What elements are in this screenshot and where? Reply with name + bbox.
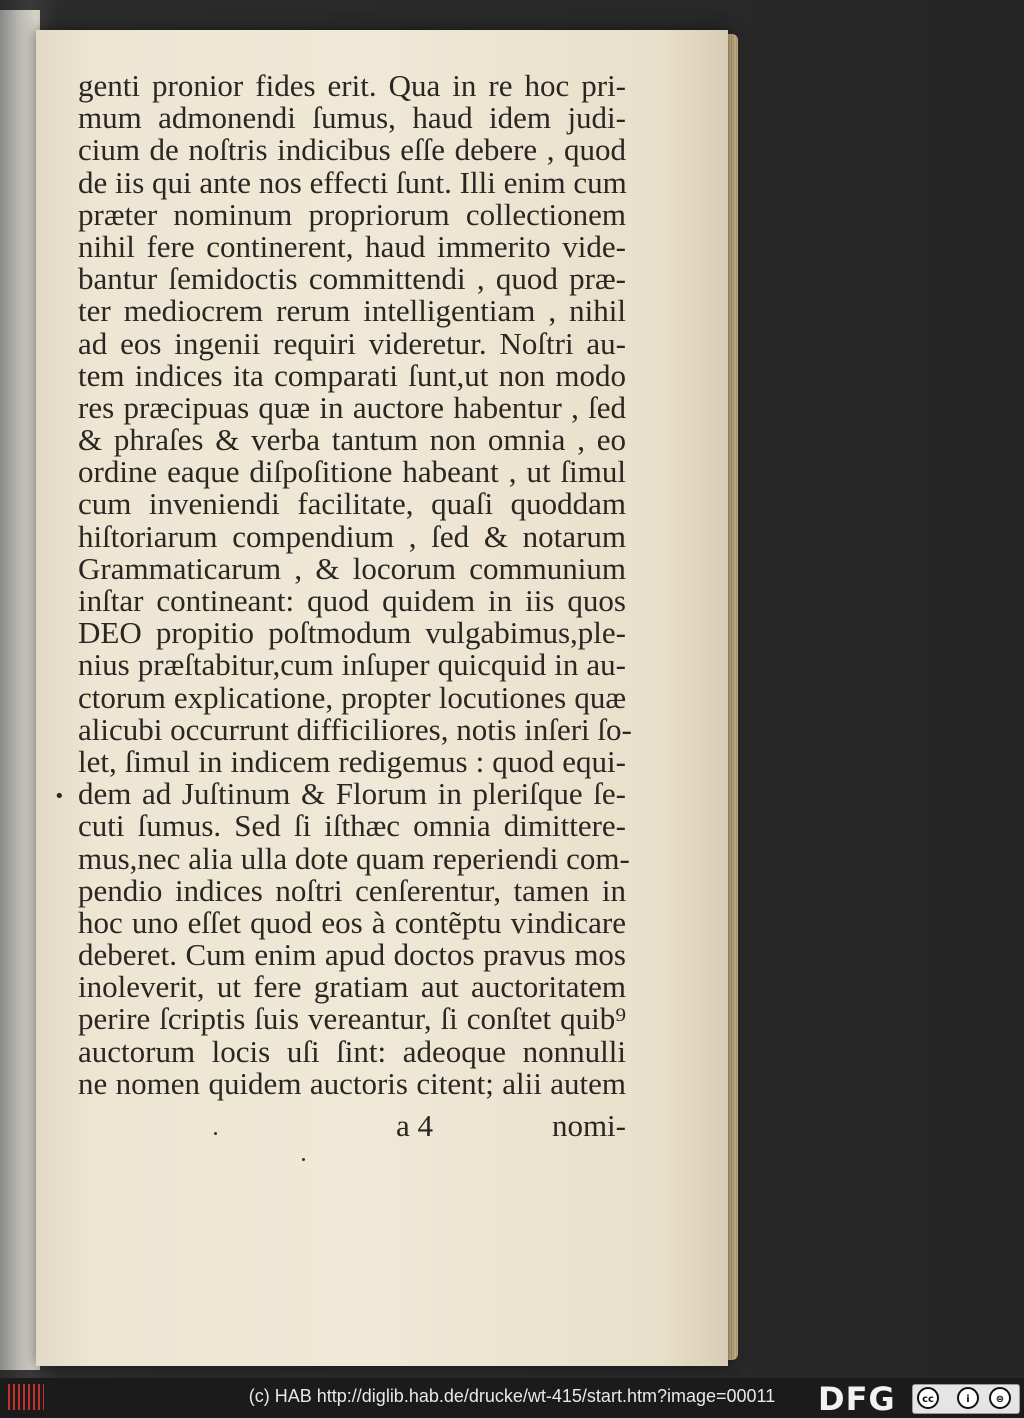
text-line: deberet. Cum enim apud doctos pravus mos xyxy=(78,937,626,973)
text-line: DEO propitio poſtmodum vulgabimus,ple- xyxy=(78,615,626,651)
text-line: genti pronior fides erit. Qua in re hoc pri- xyxy=(78,68,626,103)
text-line: ordine eaque diſpoſitione habeant , ut ſimul xyxy=(78,454,626,490)
margin-mark: • xyxy=(54,786,65,807)
text-line: perire ſcriptis ſuis vereantur, ſi conſtet quib⁹ xyxy=(78,1001,626,1037)
text-line: Grammaticarum , & locorum communium xyxy=(78,550,626,586)
text-line: res præcipuas quæ in auctore habentur , ſed xyxy=(78,389,626,425)
sa-icon: ⊜ xyxy=(989,1387,1011,1409)
text-line: bantur ſemidoctis committendi , quod præ- xyxy=(78,261,626,297)
text-line: nius præſtabitur,cum inſuper quicquid in au- xyxy=(78,647,626,683)
text-line: mum admonendi ſumus, haud idem judi- xyxy=(78,100,626,136)
text-line: de iis qui ante nos effecti ſunt. Illi enim cum xyxy=(78,164,627,200)
text-line: cuti ſumus. Sed ſi iſthæc omnia dimittere- xyxy=(78,808,626,844)
page-text xyxy=(78,68,632,1101)
text-line: cium de noſtris indicibus eſſe debere , quod xyxy=(78,132,626,168)
by-icon: i xyxy=(957,1387,979,1409)
signature-mark: a 4 xyxy=(396,1108,434,1143)
text-line: nihil fere continerent, haud immerito vide- xyxy=(78,228,626,264)
text-line: ctorum explicatione, propter locutiones quæ xyxy=(78,679,626,715)
text-line: mus,nec alia ulla dote quam reperiendi com- xyxy=(78,840,630,876)
text-line: inoleverit, ut fere gratiam aut auctoritatem xyxy=(78,969,626,1005)
text-line: let, ſimul in indicem redigemus : quod equi- xyxy=(78,743,626,779)
text-line: pendio indices noſtri cenſerentur, tamen in xyxy=(78,872,626,908)
cc-icon: cc xyxy=(917,1387,939,1409)
text-line: tem indices ita comparati ſunt,ut non modo xyxy=(78,357,626,393)
text-line: dem ad Juſtinum & Florum in pleriſque ſe- xyxy=(78,776,626,812)
license-badge[interactable] xyxy=(912,1384,1020,1414)
dfg-logo: DFG xyxy=(818,1380,896,1418)
ink-speck xyxy=(214,1132,217,1135)
text-line: auctorum locis uſi ſint: adeoque nonnulli xyxy=(78,1033,626,1069)
catchword: nomi- xyxy=(551,1108,626,1143)
hab-logo-icon xyxy=(8,1384,44,1410)
text-line: hoc uno eſſet quod eos à contẽptu vindicare xyxy=(78,904,626,940)
text-line: alicubi occurrunt difficiliores, notis inſeri ſo- xyxy=(78,711,632,747)
left-page-edge xyxy=(0,10,40,1370)
text-line: & phraſes & verba tantum non omnia , eo xyxy=(78,422,626,458)
text-line: præter nominum propriorum collectionem xyxy=(78,196,626,232)
text-line: hiſtoriarum compendium , ſed & notarum xyxy=(78,518,626,554)
citation-link[interactable]: (c) HAB http://diglib.hab.de/drucke/wt-415/start.htm?image=00011 xyxy=(248,1386,776,1406)
text-line: inſtar contineant: quod quidem in iis quos xyxy=(78,583,626,618)
footer-bar xyxy=(0,1378,1024,1418)
text-line: ne nomen quidem auctoris citent; alii autem xyxy=(78,1065,626,1101)
page-foot xyxy=(78,1108,626,1142)
text-line: ter mediocrem rerum intelligentiam , nihil xyxy=(78,293,626,329)
text-line: ad eos ingenii requiri videretur. Noſtri au- xyxy=(78,325,626,361)
ink-speck xyxy=(302,1158,305,1161)
text-line: cum inveniendi facilitate, quaſi quoddam xyxy=(78,486,626,522)
